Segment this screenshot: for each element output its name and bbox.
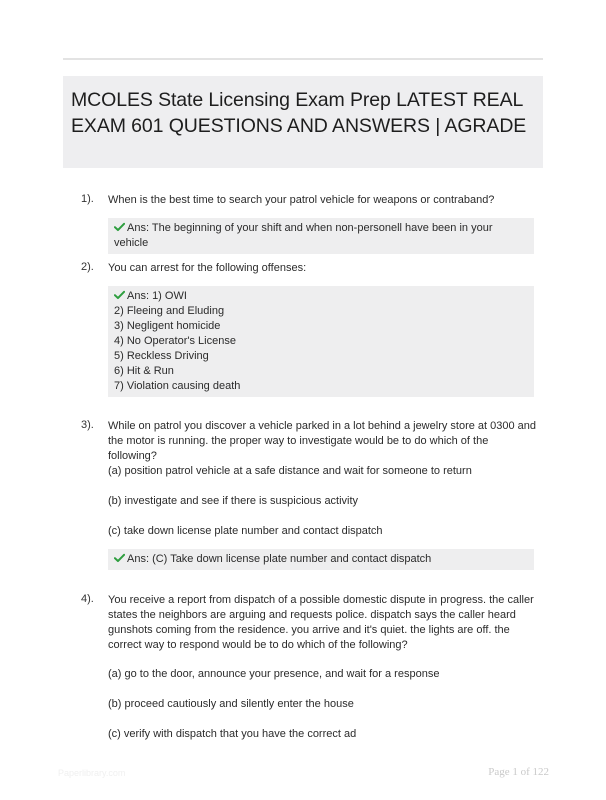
check-icon [114,290,125,300]
answer-line: 6) Hit & Run [114,365,174,377]
question-4-option-b: (b) proceed cautiously and silently enter the house [108,698,354,710]
answer-text: Ans: The beginning of your shift and when non-personell have been in your vehicle [114,222,493,249]
answer-line [114,552,528,567]
answer-line: 7) Violation causing death [114,380,241,392]
answer-line: 3) Negligent homicide [114,320,221,332]
question-4-number: 4). [81,593,94,605]
answer-box-3 [108,549,534,570]
page-number: Page 1 of 122 [488,766,549,778]
answer-text: Ans: 1) OWI [127,290,187,302]
title-banner [63,76,543,168]
question-4-option-c: (c) verify with dispatch that you have the correct ad [108,728,357,740]
question-1-number: 1). [81,193,94,205]
question-3-number: 3). [81,419,94,431]
answer-line [114,221,528,251]
question-4-text: You receive a report from dispatch of a possible domestic dispute in progress. the caller states the neighbors are arguing and requests police. dispatch says the caller heard gunshots coming from the residence. you arrive and it's quiet. the lights are off. the correct way to respond would be to do which of the following? [108,594,534,651]
question-3-option-c: (c) take down license plate number and contact dispatch [108,525,383,537]
answer-box-2 [108,286,534,397]
question-2-number: 2). [81,261,94,273]
top-rule [63,58,543,60]
question-3-option-a: (a) position patrol vehicle at a safe distance and wait for someone to return [108,465,472,477]
question-3-option-b: (b) investigate and see if there is suspicious activity [108,495,359,507]
answer-line: 2) Fleeing and Eluding [114,305,225,317]
answer-line: 5) Reckless Driving [114,350,209,362]
check-icon [114,553,125,563]
question-2-text: You can arrest for the following offenses: [108,262,307,274]
answer-line [114,289,528,304]
answer-line: 4) No Operator's License [114,335,236,347]
answer-box-1 [108,218,534,254]
footer-watermark: Paperlibrary.com [58,768,126,778]
question-1-text: When is the best time to search your patrol vehicle for weapons or contraband? [108,194,495,206]
question-4-option-a: (a) go to the door, announce your presence, and wait for a response [108,668,440,680]
question-3-text: While on patrol you discover a vehicle parked in a lot behind a jewelry store at 0300 and the motor is running. the proper way to investigate would be to do which of the following? [108,420,537,462]
check-icon [114,222,125,232]
answer-text: Ans: (C) Take down license plate number and contact dispatch [127,553,432,565]
document-title: MCOLES State Licensing Exam Prep LATEST REAL EXAM 601 QUESTIONS AND ANSWERS | AGRADE [71,89,527,137]
